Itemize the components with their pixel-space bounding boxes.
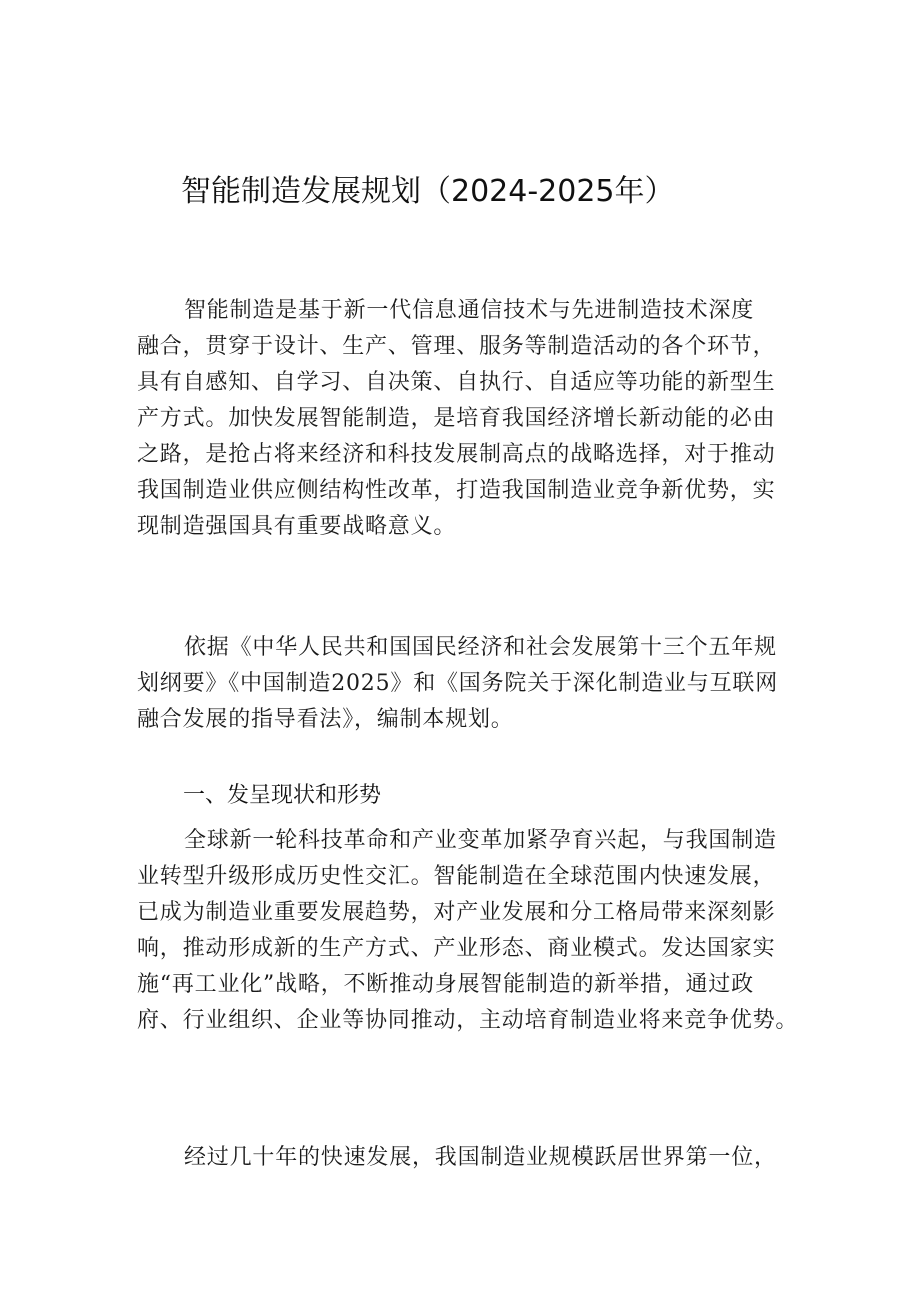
document-title: 智能制造发展规划（2024-2025年） xyxy=(181,174,675,209)
paragraph-line: 划纲要》《中国制造2025》和《国务院关于深化制造业与互联网 xyxy=(137,671,778,696)
paragraph-line: 融合，贯穿于设计、生产、管理、服务等制造活动的各个环节， xyxy=(137,334,776,359)
paragraph-line: 依据《中华人民共和国国民经济和社会发展第十三个五年规 xyxy=(184,635,777,660)
paragraph-line: 经过几十年的快速发展，我国制造业规模跃居世界第一位， xyxy=(184,1145,777,1170)
paragraph-line: 响，推动形成新的生产方式、产业形态、商业模式。发达国家实 xyxy=(137,936,776,961)
paragraph-situation xyxy=(137,823,799,1039)
paragraph-line: 施“再工业化”战略，不断推动身展智能制造的新举措，通过政 xyxy=(137,972,754,997)
paragraph-line: 业转型升级形成历史性交汇。智能制造在全球范围内快速发展， xyxy=(137,864,776,889)
paragraph-line: 智能制造是基于新一代信息通信技术与先进制造技术深度 xyxy=(184,298,755,323)
paragraph-basis xyxy=(137,630,787,738)
paragraph-line: 之路，是抢占将来经济和科技发展制高点的战略选择，对于推动 xyxy=(137,442,776,467)
paragraph-line: 府、行业组织、企业等协同推动，主动培育制造业将来竞争优势。 xyxy=(137,1008,799,1033)
paragraph-line: 全球新一轮科技革命和产业变革加紧孕育兴起，与我国制造 xyxy=(184,828,777,853)
paragraph-line: 已成为制造业重要发展趋势，对产业发展和分工格局带来深刻影 xyxy=(137,900,776,925)
paragraph-line: 我国制造业供应侧结构性改革，打造我国制造业竞争新优势，实 xyxy=(137,478,776,503)
paragraph-line: 具有自感知、自学习、自决策、自执行、自适应等功能的新型生 xyxy=(137,370,776,395)
paragraph-development xyxy=(137,1140,787,1176)
paragraph-line: 融合发展的指导看法》，编制本规划。 xyxy=(137,707,514,732)
paragraph-line: 现制造强国具有重要战略意义。 xyxy=(137,514,457,539)
paragraph-line: 产方式。加快发展智能制造，是培育我国经济增长新动能的必由 xyxy=(137,406,776,431)
paragraph-intro xyxy=(137,293,787,545)
section-heading: 一、发呈现状和形势 xyxy=(183,783,382,808)
